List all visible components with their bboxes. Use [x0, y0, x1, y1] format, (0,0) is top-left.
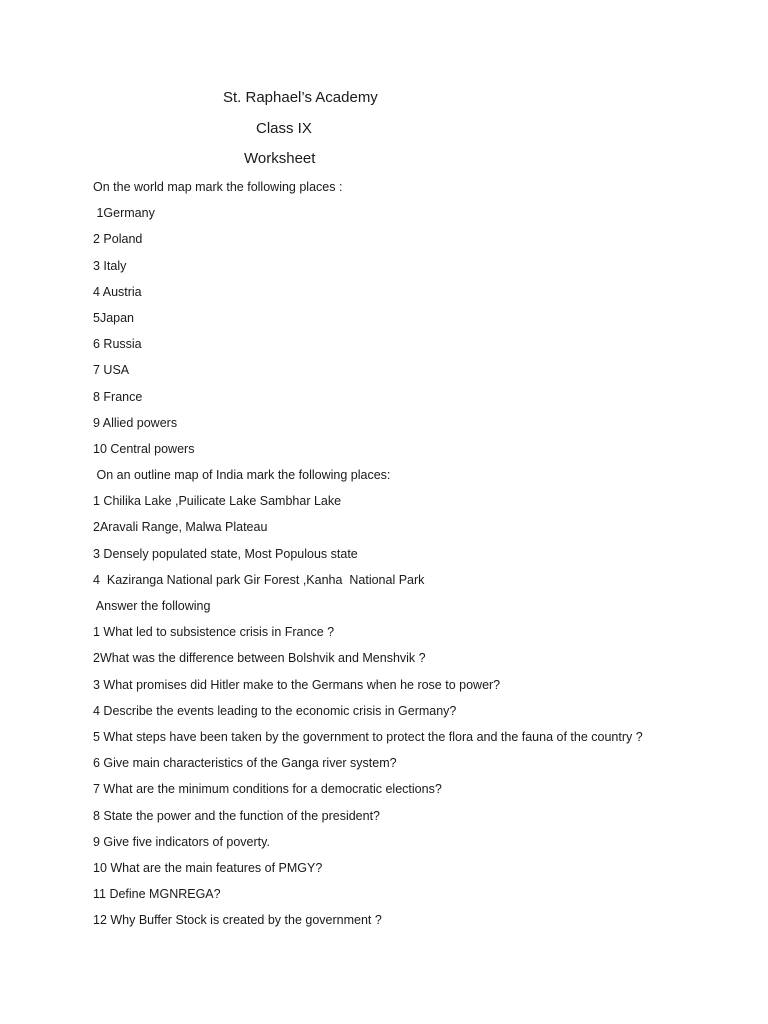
question-item: 2What was the difference between Bolshvik and Menshvik ?: [93, 651, 426, 666]
list-item: 7 USA: [93, 363, 130, 378]
question-item: 7 What are the minimum conditions for a democratic elections?: [93, 782, 442, 797]
instruction-answer: Answer the following: [93, 599, 211, 613]
question-item: 6 Give main characteristics of the Ganga river system?: [93, 756, 397, 771]
list-item: 6 Russia: [93, 337, 142, 352]
list-item: 1Germany: [93, 206, 155, 221]
list-item: 3 Densely populated state, Most Populous state: [93, 546, 358, 561]
school-name: St. Raphael’s Academy: [223, 89, 378, 106]
list-item: 2Aravali Range, Malwa Plateau: [93, 520, 268, 535]
class-label: Class IX: [256, 120, 312, 137]
instruction-world-map: On the world map mark the following places :: [93, 180, 343, 194]
list-item: 4 Kaziranga National park Gir Forest ,Kanha National Park: [93, 572, 425, 587]
question-item: 3 What promises did Hitler make to the Germans when he rose to power?: [93, 677, 501, 692]
list-item: 8 France: [93, 389, 143, 404]
question-item: 8 State the power and the function of the president?: [93, 808, 381, 823]
list-item: 1 Chilika Lake ,Puilicate Lake Sambhar Lake: [93, 494, 342, 509]
question-item: 9 Give five indicators of poverty.: [93, 834, 270, 849]
question-item: 12 Why Buffer Stock is created by the government ?: [93, 913, 382, 928]
list-item: 10 Central powers: [93, 441, 195, 456]
instruction-india-map: On an outline map of India mark the following places:: [93, 468, 391, 483]
question-item: 11 Define MGNREGA?: [93, 887, 221, 902]
list-item: 5Japan: [93, 310, 135, 325]
list-item: 3 Italy: [93, 258, 127, 273]
list-item: 9 Allied powers: [93, 415, 178, 430]
question-item: 5 What steps have been taken by the government to protect the flora and the fauna of the country ?: [93, 729, 643, 744]
question-item: 4 Describe the events leading to the economic crisis in Germany?: [93, 703, 457, 718]
worksheet-title: Worksheet: [244, 150, 316, 167]
list-item: 2 Poland: [93, 232, 143, 247]
question-item: 10 What are the main features of PMGY?: [93, 860, 323, 875]
worksheet-content: [93, 178, 643, 937]
question-item: 1 What led to subsistence crisis in France ?: [93, 625, 335, 640]
list-item: 4 Austria: [93, 284, 142, 299]
